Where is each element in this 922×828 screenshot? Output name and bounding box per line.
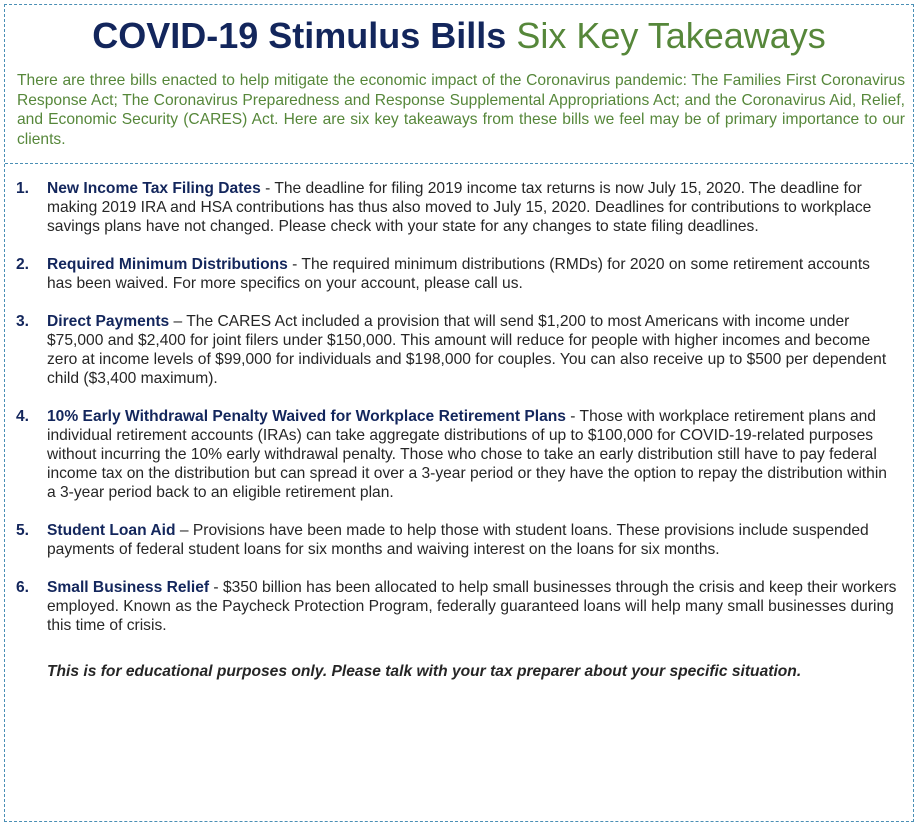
- takeaways-list: [5, 179, 913, 654]
- item-number: 4.: [16, 408, 30, 425]
- item-separator: -: [209, 579, 223, 596]
- item-title: Direct Payments: [47, 313, 170, 330]
- disclaimer: This is for educational purposes only. Please talk with your tax preparer about your specific situation.: [47, 663, 802, 680]
- document-frame: [4, 4, 914, 822]
- intro-paragraph: There are three bills enacted to help mitigate the economic impact of the Coronavirus pandemic: The Families First Coronavirus Response Act; The Coronavirus Preparedness and Response Supplemental Appropriations Act; and the Coronavirus Aid, Relief, and Economic Security (CARES) Act. Here are six key takeaways from these bills we feel may be of primary importance to our clients.: [17, 72, 905, 148]
- item-separator: -: [565, 408, 580, 425]
- header: [5, 5, 913, 164]
- item-title: Student Loan Aid: [47, 522, 176, 539]
- item-text: The CARES Act included a provision that will send $1,200 to most Americans with income under $75,000 and $2,400 for joint filers under $150,000. This amount will reduce for people with higher incomes and become zero at income levels of $99,000 for individuals and $198,000 for couples. You can also receive up to $500 per dependent child ($3,400 maximum).: [47, 313, 887, 387]
- list-item: [5, 407, 913, 502]
- item-text: Provisions have been made to help those with student loans. These provisions include suspended payments of federal student loans for six months and waiving interest on the loans for six months.: [47, 522, 869, 558]
- item-title: New Income Tax Filing Dates: [47, 180, 261, 197]
- list-item: [5, 179, 913, 236]
- list-item: [5, 521, 913, 559]
- item-text: $350 billion has been allocated to help small businesses through the crisis and keep their workers employed. Known as the Paycheck Protection Program, federally guaranteed loans will help many small businesses during this time of crisis.: [47, 579, 897, 634]
- item-title: Small Business Relief: [47, 579, 210, 596]
- item-title: Required Minimum Distributions: [47, 256, 288, 273]
- item-number: 1.: [16, 180, 30, 197]
- page-title: [5, 14, 913, 58]
- item-title: 10% Early Withdrawal Penalty Waived for Workplace Retirement Plans: [47, 408, 566, 425]
- item-separator: -: [260, 180, 275, 197]
- item-separator: –: [169, 313, 187, 330]
- item-separator: -: [287, 256, 302, 273]
- item-number: 6.: [16, 579, 30, 596]
- item-text: The deadline for filing 2019 income tax returns is now July 15, 2020. The deadline for making 2019 IRA and HSA contributions has thus also moved to July 15, 2020. Deadlines for contributions to workplace savings plans have not changed. Please check with your state for any changes to state filing deadlines.: [47, 180, 872, 235]
- item-text: The required minimum distributions (RMDs) for 2020 on some retirement accounts has been waived. For more specifics on your account, please call us.: [47, 256, 870, 292]
- list-item: [5, 312, 913, 388]
- item-number: 3.: [16, 313, 30, 330]
- title-main: COVID-19 Stimulus Bills: [92, 15, 507, 56]
- item-text: Those with workplace retirement plans and individual retirement accounts (IRAs) can take aggregate distributions of up to $100,000 for COVID-19-related purposes without incurring the 10% early withdrawal penalty. Those who chose to take an early distribution still have to pay federal income tax on the distribution but can spread it over a 3-year period or they have the option to repay the distribution within a 3-year period back to an eligible retirement plan.: [47, 408, 887, 501]
- item-number: 2.: [16, 256, 30, 273]
- title-subtitle: Six Key Takeaways: [516, 15, 826, 56]
- list-item: [5, 255, 913, 293]
- item-number: 5.: [16, 522, 30, 539]
- item-separator: –: [175, 522, 193, 539]
- list-item: [5, 578, 913, 635]
